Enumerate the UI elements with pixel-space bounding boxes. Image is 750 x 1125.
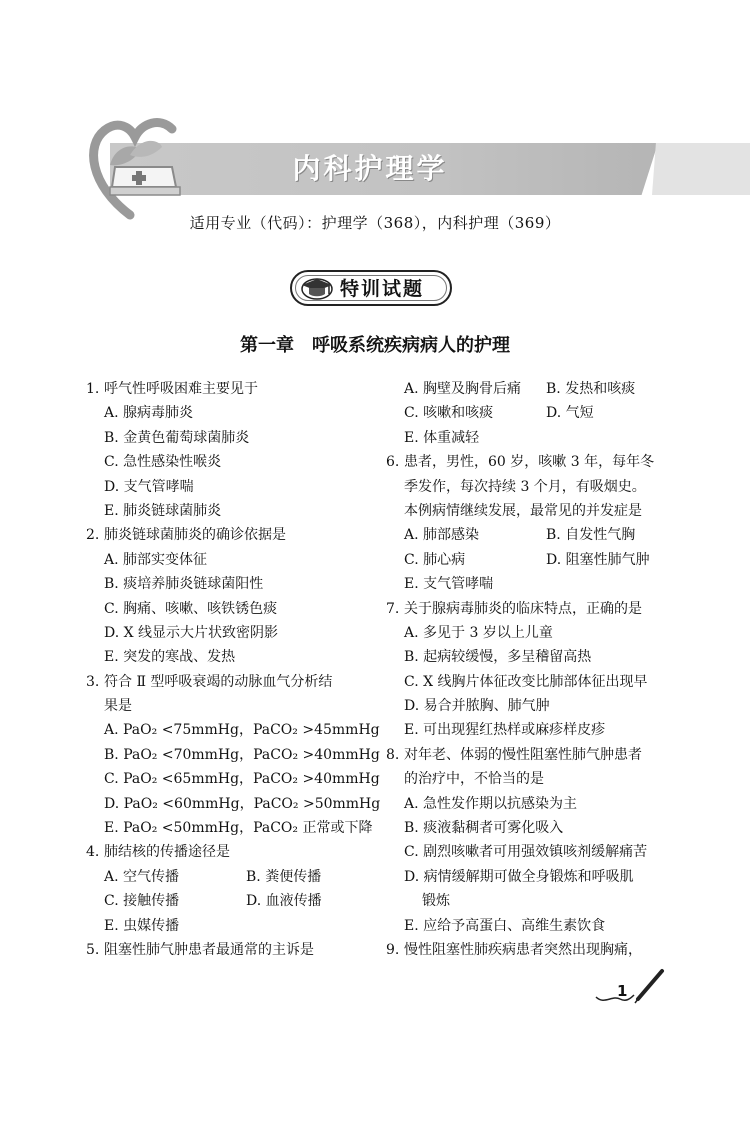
answer-option: E. PaO₂ <50mmHg，PaCO₂ 正常或下降 — [104, 820, 373, 837]
pen-icon — [590, 965, 670, 1007]
question-number: 8. — [386, 746, 400, 763]
answer-option: C. 接触传播 — [104, 893, 180, 910]
question-stem-continued: 本例病情继续发展，最常见的并发症是 — [404, 502, 642, 519]
question-column-left — [86, 377, 381, 962]
answer-option: E. 支气管哮喘 — [404, 576, 494, 593]
answer-option: E. 虫媒传播 — [104, 917, 180, 934]
answer-option: C. 咳嗽和咳痰 — [404, 405, 494, 422]
question-stem-continued: 的治疗中，不恰当的是 — [404, 771, 544, 788]
question-stem-continued: 果是 — [104, 698, 132, 715]
answer-option: B. 自发性气胸 — [546, 527, 636, 544]
answer-option: A. 多见于 3 岁以上儿童 — [404, 624, 553, 641]
question-number: 4. — [86, 844, 100, 861]
answer-option: A. 胸壁及胸骨后痛 — [404, 381, 522, 397]
question-number: 6. — [386, 454, 400, 471]
answer-option: B. 痰培养肺炎链球菌阳性 — [104, 576, 264, 593]
question-number: 5. — [86, 941, 100, 958]
answer-option: D. 支气管哮喘 — [104, 478, 194, 495]
answer-option: B. 起病较缓慢，多呈稽留高热 — [404, 649, 592, 666]
answer-option: E. 可出现猩红热样或麻疹样皮疹 — [404, 722, 606, 739]
question-text: 符合 Ⅱ 型呼吸衰竭的动脉血气分析结 — [104, 673, 333, 690]
answer-option: B. 粪便传播 — [246, 868, 322, 885]
answer-option: E. 肺炎链球菌肺炎 — [104, 502, 222, 519]
answer-option: A. 腺病毒肺炎 — [104, 405, 194, 422]
answer-option: C. 肺心病 — [404, 551, 466, 568]
question-stem — [386, 743, 676, 767]
answer-option: D. 易合并脓胸、肺气肿 — [404, 698, 550, 715]
answer-option: C. 胸痛、咳嗽、咳铁锈色痰 — [104, 600, 278, 617]
answer-option-pair — [386, 548, 676, 572]
answer-option: A. 肺部感染 — [404, 527, 480, 544]
question-text: 患者，男性，60 岁，咳嗽 3 年，每年冬 — [404, 454, 655, 471]
answer-option: E. 体重减轻 — [404, 429, 480, 446]
question-stem — [86, 670, 376, 694]
answer-option: D. 病情缓解期可做全身锻炼和呼吸肌 — [404, 868, 634, 885]
applicable-majors: 适用专业（代码）：护理学（368），内科护理（369） — [189, 214, 561, 232]
answer-option: D. 气短 — [546, 405, 594, 422]
question-stem — [86, 523, 376, 547]
question-number: 2. — [86, 527, 100, 544]
answer-option: D. 阻塞性肺气肿 — [546, 551, 650, 568]
question-text: 呼气性呼吸困难主要见于 — [104, 381, 258, 397]
answer-option: D. X 线显示大片状致密阴影 — [104, 624, 279, 641]
question-number: 3. — [86, 673, 100, 690]
question-stem — [386, 450, 676, 474]
answer-option: E. 应给予高蛋白、高维生素饮食 — [404, 917, 606, 934]
answer-option: D. 血液传播 — [246, 893, 322, 910]
answer-option: C. 剧烈咳嗽者可用强效镇咳剂缓解痛苦 — [404, 844, 648, 861]
answer-option: A. PaO₂ <75mmHg，PaCO₂ >45mmHg — [104, 722, 380, 739]
answer-option: B. 金黄色葡萄球菌肺炎 — [104, 429, 250, 446]
answer-option: A. 空气传播 — [104, 868, 180, 885]
question-text: 对年老、体弱的慢性阻塞性肺气肿患者 — [404, 746, 642, 763]
question-number: 9. — [386, 941, 400, 958]
question-text: 肺结核的传播途径是 — [104, 844, 230, 861]
answer-option: B. 痰液黏稠者可雾化吸入 — [404, 820, 564, 837]
question-stem — [386, 938, 676, 962]
answer-option-pair — [386, 401, 676, 425]
answer-option-pair — [386, 377, 676, 401]
graduation-cap-icon — [298, 275, 336, 301]
answer-option: C. X 线胸片体征改变比肺部体征出现早 — [404, 673, 648, 690]
question-number: 1. — [86, 381, 100, 397]
answer-option: A. 急性发作期以抗感染为主 — [404, 795, 578, 812]
answer-option: B. PaO₂ <70mmHg，PaCO₂ >40mmHg — [104, 746, 380, 763]
question-text: 阻塞性肺气肿患者最通常的主诉是 — [104, 941, 314, 958]
chapter-title: 第一章 呼吸系统疾病病人的护理 — [240, 335, 510, 356]
title-band-tail — [652, 143, 750, 195]
question-stem — [86, 377, 376, 401]
question-stem — [86, 938, 376, 962]
question-text: 慢性阻塞性肺疾病患者突然出现胸痛， — [404, 941, 642, 958]
nurse-cap-heart-icon — [80, 105, 190, 225]
book-title: 内科护理学 — [292, 152, 448, 185]
answer-option-pair — [386, 523, 676, 547]
answer-option: E. 突发的寒战、发热 — [104, 649, 236, 666]
badge-label: 特训试题 — [340, 278, 425, 300]
answer-option: C. 急性感染性喉炎 — [104, 454, 222, 471]
question-column-right — [386, 377, 676, 962]
question-stem — [86, 840, 376, 864]
question-text: 关于腺病毒肺炎的临床特点，正确的是 — [404, 600, 642, 617]
question-stem-continued: 锻炼 — [422, 893, 450, 910]
question-number: 7. — [386, 600, 400, 617]
answer-option: C. PaO₂ <65mmHg，PaCO₂ >40mmHg — [104, 771, 380, 788]
question-stem-continued: 季发作，每次持续 3 个月，有吸烟史。 — [404, 478, 646, 495]
section-badge — [290, 270, 452, 306]
answer-option-pair — [86, 865, 376, 889]
question-stem — [386, 597, 676, 621]
answer-option: B. 发热和咳痰 — [546, 381, 636, 397]
answer-option-pair — [86, 889, 376, 913]
page-number: 1 — [617, 982, 628, 1000]
answer-option: D. PaO₂ <60mmHg，PaCO₂ >50mmHg — [104, 795, 381, 812]
answer-option: A. 肺部实变体征 — [104, 551, 208, 568]
question-text: 肺炎链球菌肺炎的确诊依据是 — [104, 527, 286, 544]
